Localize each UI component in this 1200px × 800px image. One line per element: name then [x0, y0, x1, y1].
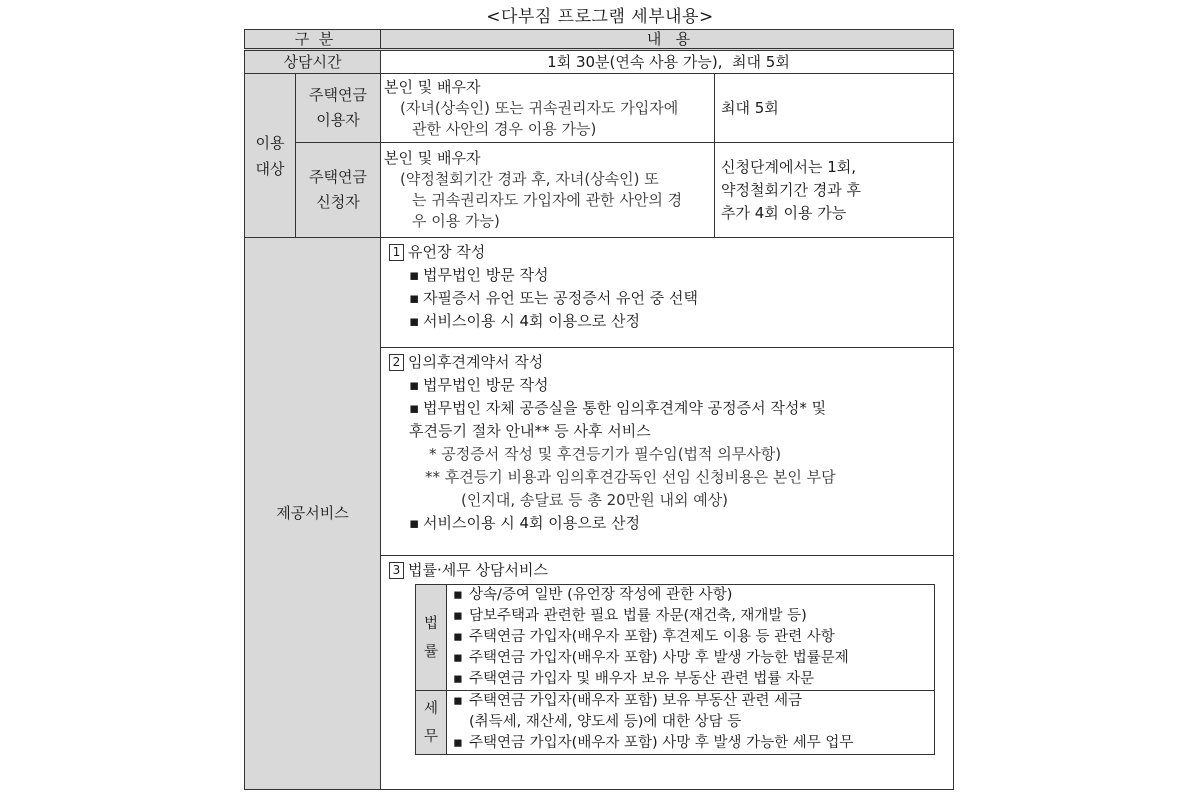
service-number-box: 1 [389, 244, 404, 261]
footnote: * 공정증서 작성 및 후견등기가 필수임(법적 의무사항) [429, 445, 782, 463]
list-item: ▪ 서비스이용 시 4회 이용으로 산정 [389, 310, 949, 333]
consult-time-label: 상담시간 [245, 50, 381, 74]
page-title: <다부짐 프로그램 세부내용> [486, 7, 714, 27]
services-label: 제공서비스 [245, 238, 381, 790]
target-user-main: 본인 및 배우자 [384, 77, 481, 96]
law-label: 법 률 [416, 585, 447, 691]
service-will [381, 238, 954, 348]
header-content: 내 용 [381, 30, 954, 50]
list-item: ▪ 법무법인 방문 작성 [389, 264, 949, 287]
list-item: ▪ 상속/증여 일반 (유언장 작성에 관한 사항) [447, 585, 934, 606]
list-item-continued: (취득세, 재산세, 양도세 등)에 대한 상담 등 [469, 714, 742, 730]
service-will-title: 유언장 작성 [408, 243, 486, 261]
target-applicant-sub3: 우 이용 가능) [412, 212, 500, 230]
service-consult [381, 556, 954, 790]
consult-detail-table [415, 584, 935, 755]
target-applicant-limit1: 신청단계에서는 1회, [721, 157, 857, 176]
target-applicant-sub2: 는 귀속권리자도 가입자에 관한 사안의 경 [412, 191, 683, 209]
target-applicant-label: 주택연금 신청자 [296, 143, 381, 238]
list-item-continued: 후견등기 절차 안내** 등 사후 서비스 [409, 422, 651, 440]
target-user-sub2: 관한 사안의 경우 이용 가능) [412, 119, 597, 138]
program-detail-table [244, 29, 954, 790]
target-applicant-main: 본인 및 배우자 [384, 149, 481, 167]
target-applicant-row [245, 143, 954, 238]
service-number-box: 2 [389, 354, 404, 371]
footnote: ** 후견등기 비용과 임의후견감독인 선임 신청비용은 본인 부담 [425, 468, 836, 486]
target-applicant-limit3: 추가 4회 이용 가능 [721, 203, 847, 222]
target-user-limit: 최대 5회 [715, 74, 954, 143]
target-applicant-limit [715, 143, 954, 238]
target-user-content [381, 74, 715, 143]
target-user-row [245, 74, 954, 143]
service-will-row [245, 238, 954, 348]
target-user-sub1: (자녀(상속인) 또는 귀속권리자도 가입자에 [400, 98, 679, 117]
header-category: 구 분 [245, 30, 381, 50]
tax-label: 세 무 [416, 691, 447, 755]
list-item: ▪ 주택연금 가입자(배우자 포함) 사망 후 발생 가능한 법률문제 [447, 648, 934, 669]
service-consult-title: 법률·세무 상담서비스 [408, 561, 548, 579]
service-number-box: 3 [389, 562, 404, 579]
list-item: ▪ 자필증서 유언 또는 공정증서 유언 중 선택 [389, 287, 949, 310]
tax-items [447, 691, 935, 755]
target-applicant-limit2: 약정철회기간 경과 후 [721, 180, 861, 199]
target-user-label: 주택연금 이용자 [296, 74, 381, 143]
footnote-continued: (인지대, 송달료 등 총 20만원 내외 예상) [461, 491, 729, 509]
list-item: ▪ 서비스이용 시 4회 이용으로 산정 [389, 512, 949, 535]
service-guardian-title: 임의후견계약서 작성 [408, 353, 544, 371]
consult-time-value: 1회 30분(연속 사용 가능), 최대 5회 [381, 50, 954, 74]
list-item: ▪ 주택연금 가입자(배우자 포함) 사망 후 발생 가능한 세무 업무 [447, 733, 934, 754]
list-item: ▪ 법무법인 자체 공증실을 통한 임의후견계약 공정증서 작성* 및 [389, 397, 949, 420]
law-items [447, 585, 935, 691]
service-guardian [381, 348, 954, 556]
list-item: ▪ 주택연금 가입자(배우자 포함) 보유 부동산 관련 세금 [447, 691, 934, 712]
target-applicant-content [381, 143, 715, 238]
target-label: 이용 대상 [245, 74, 296, 238]
table-header-row [245, 30, 954, 50]
consult-time-row [245, 50, 954, 74]
list-item: ▪ 담보주택과 관련한 필요 법률 자문(재건축, 재개발 등) [447, 606, 934, 627]
target-applicant-sub1: (약정철회기간 경과 후, 자녀(상속인) 또 [400, 170, 659, 188]
list-item: ▪ 주택연금 가입자 및 배우자 보유 부동산 관련 법률 자문 [447, 669, 934, 690]
list-item: ▪ 주택연금 가입자(배우자 포함) 후견제도 이용 등 관련 사항 [447, 627, 934, 648]
list-item: ▪ 법무법인 방문 작성 [389, 374, 949, 397]
